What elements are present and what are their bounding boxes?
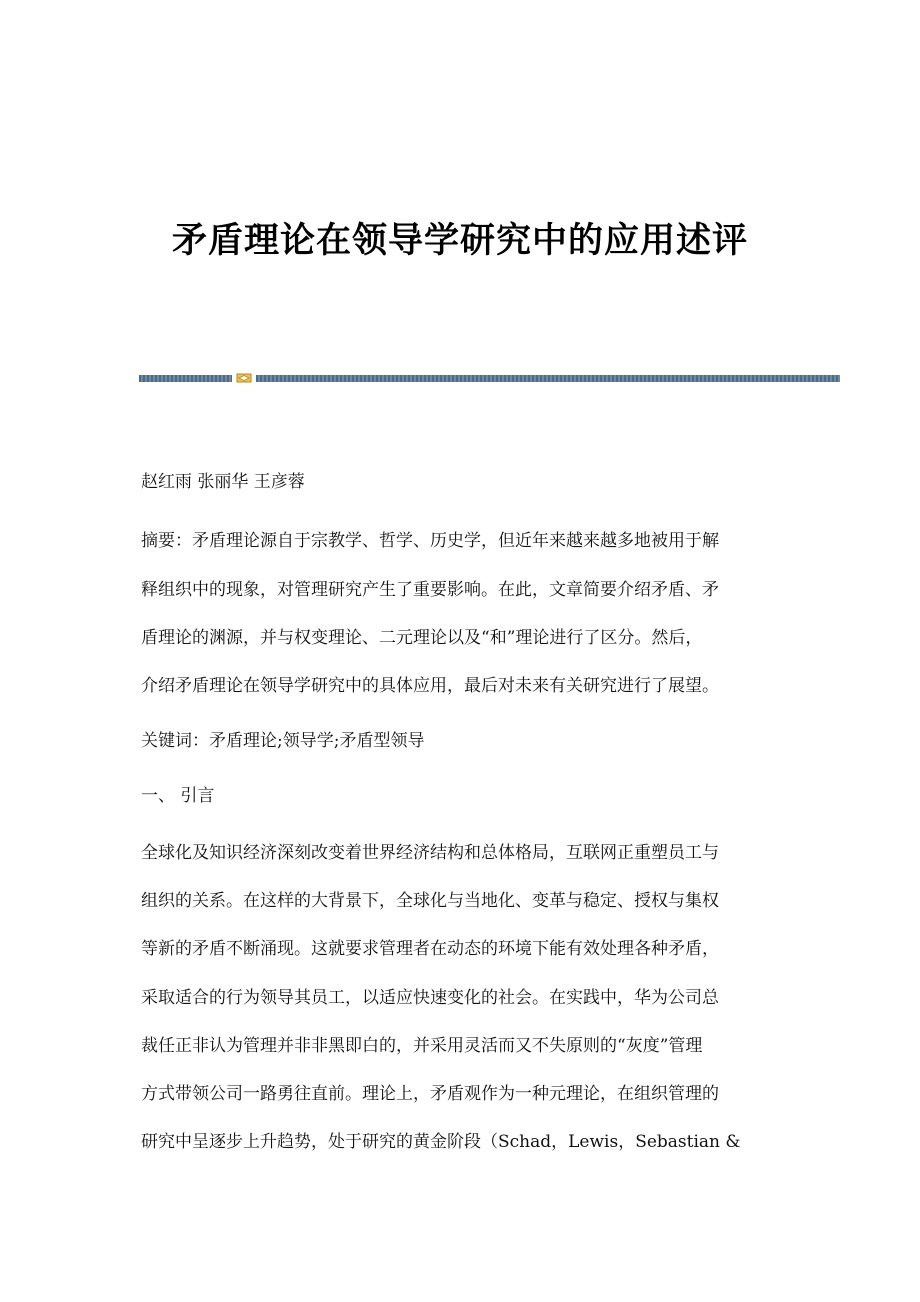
body-line: 组织的关系。在这样的大背景下，全球化与当地化、变革与稳定、授权与集权 — [141, 891, 719, 911]
decorative-scroll-icon — [236, 372, 252, 384]
document-title: 矛盾理论在领导学研究中的应用述评 — [171, 221, 748, 261]
abstract-line: 释组织中的现象，对管理研究产生了重要影响。在此，文章简要介绍矛盾、矛 — [141, 580, 719, 600]
abstract-line: 介绍矛盾理论在领导学研究中的具体应用，最后对未来有关研究进行了展望。 — [141, 676, 719, 696]
body-line: 全球化及知识经济深刻改变着世界经济结构和总体格局，互联网正重塑员工与 — [141, 843, 719, 863]
body-line: 方式带领公司一路勇往直前。理论上，矛盾观作为一种元理论，在组织管理的 — [141, 1084, 719, 1104]
section-heading: 一、 引言 — [141, 786, 215, 806]
body-line: 裁任正非认为管理并非非黑即白的，并采用灵活而又不失原则的“灰度”管理 — [141, 1036, 703, 1056]
title-divider — [139, 372, 840, 384]
author-list: 赵红雨 张丽华 王彦蓉 — [141, 472, 305, 492]
keywords-line: 关键词：矛盾理论;领导学;矛盾型领导 — [141, 731, 425, 751]
body-line: 研究中呈逐步上升趋势，处于研究的黄金阶段（Schad，Lewis，Sebastian & — [141, 1132, 741, 1152]
body-line: 采取适合的行为领导其员工，以适应快速变化的社会。在实践中，华为公司总 — [141, 988, 719, 1008]
abstract-line: 盾理论的渊源，并与权变理论、二元理论以及“和”理论进行了区分。然后， — [141, 628, 703, 648]
divider-bar-left — [139, 375, 232, 382]
divider-bar-right — [256, 375, 840, 382]
abstract-line: 摘要：矛盾理论源自于宗教学、哲学、历史学，但近年来越来越多地被用于解 — [141, 531, 719, 551]
body-line: 等新的矛盾不断涌现。这就要求管理者在动态的环境下能有效处理各种矛盾， — [141, 939, 719, 959]
